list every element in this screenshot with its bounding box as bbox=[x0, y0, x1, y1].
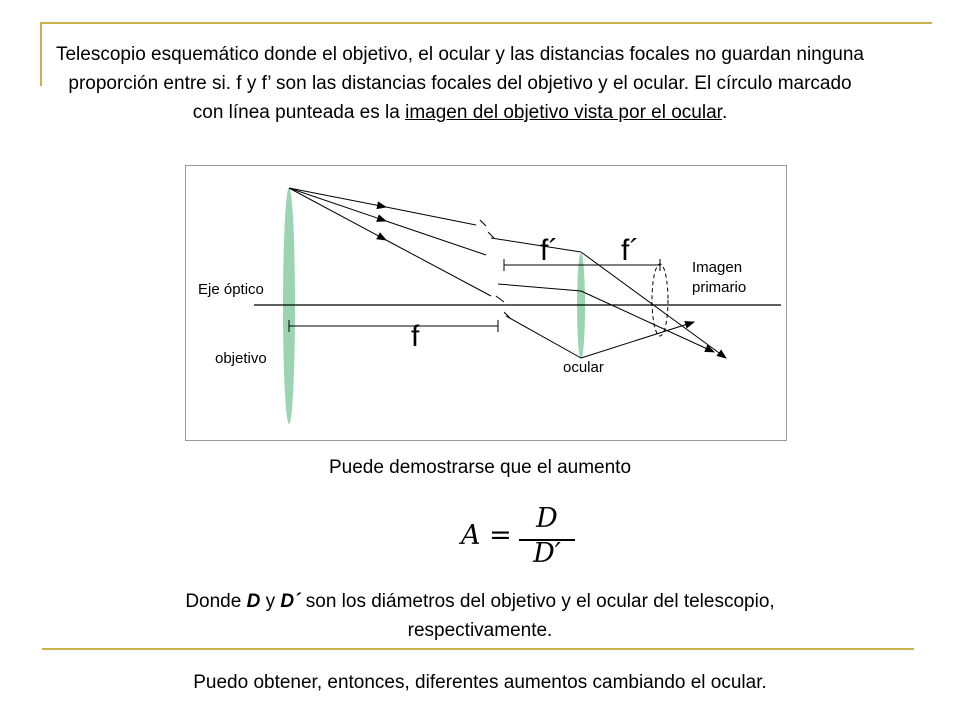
formula-denominator: D′ bbox=[533, 538, 561, 569]
explanation-part: y bbox=[260, 591, 281, 612]
ray-2b bbox=[386, 221, 486, 255]
bottom-rule bbox=[42, 648, 914, 650]
ray-1b bbox=[386, 207, 476, 225]
explanation-part: son los diámetros del objetivo y el ocular del telescopio, respectivamente. bbox=[300, 591, 775, 641]
conclusion-text: Puedo obtener, entonces, diferentes aumentos cambiando el ocular. bbox=[193, 672, 767, 693]
label-eyepiece: ocular bbox=[563, 359, 604, 376]
ray-3c bbox=[506, 316, 581, 358]
eyepiece-lens bbox=[577, 253, 585, 359]
ray-out-3 bbox=[581, 322, 694, 358]
diameter-d-prime: D´ bbox=[280, 591, 301, 612]
diameter-d: D bbox=[246, 591, 261, 612]
left-rule bbox=[40, 22, 42, 86]
label-focal-f-prime-2: f´ bbox=[621, 234, 640, 267]
slide-title bbox=[55, 40, 865, 127]
primary-image-dashed-circle bbox=[652, 264, 668, 336]
break-mark bbox=[480, 220, 486, 226]
title-text: Telescopio esquemático donde el objetivo, el ocular y las distancias focales no guardan ninguna proporción entre si. f y f’ son las distancias focales del objetivo y el ocular. El círculo marcado con línea punteada es la bbox=[55, 44, 865, 123]
ray-3 bbox=[289, 188, 386, 240]
title-underlined-text: imagen del objetivo vista por el ocular bbox=[405, 102, 722, 123]
label-objective: objetivo bbox=[215, 350, 267, 367]
telescope-diagram bbox=[185, 165, 787, 441]
break-mark bbox=[488, 232, 494, 238]
intro-text: Puede demostrarse que el aumento bbox=[328, 457, 632, 478]
ray-1c bbox=[491, 238, 581, 252]
label-image-line1: Imagen bbox=[692, 259, 743, 276]
label-optic-axis: Eje óptico bbox=[198, 281, 264, 298]
telescope-diagram-svg bbox=[186, 166, 786, 440]
magnification-formula bbox=[455, 503, 605, 573]
explanation-part: Donde bbox=[185, 591, 247, 612]
break-mark bbox=[496, 296, 504, 302]
label-image-line2: primario bbox=[692, 279, 747, 296]
ray-3b bbox=[386, 240, 491, 296]
formula-lhs: A = bbox=[461, 520, 512, 551]
title-end: . bbox=[721, 102, 728, 123]
explanation-text bbox=[170, 587, 790, 645]
objective-lens bbox=[283, 188, 295, 424]
top-rule bbox=[40, 22, 932, 24]
label-focal-f: f bbox=[411, 320, 420, 353]
label-focal-f-prime-1: f´ bbox=[540, 234, 559, 267]
formula-numerator: D bbox=[536, 503, 558, 534]
ray-2c bbox=[498, 284, 581, 291]
